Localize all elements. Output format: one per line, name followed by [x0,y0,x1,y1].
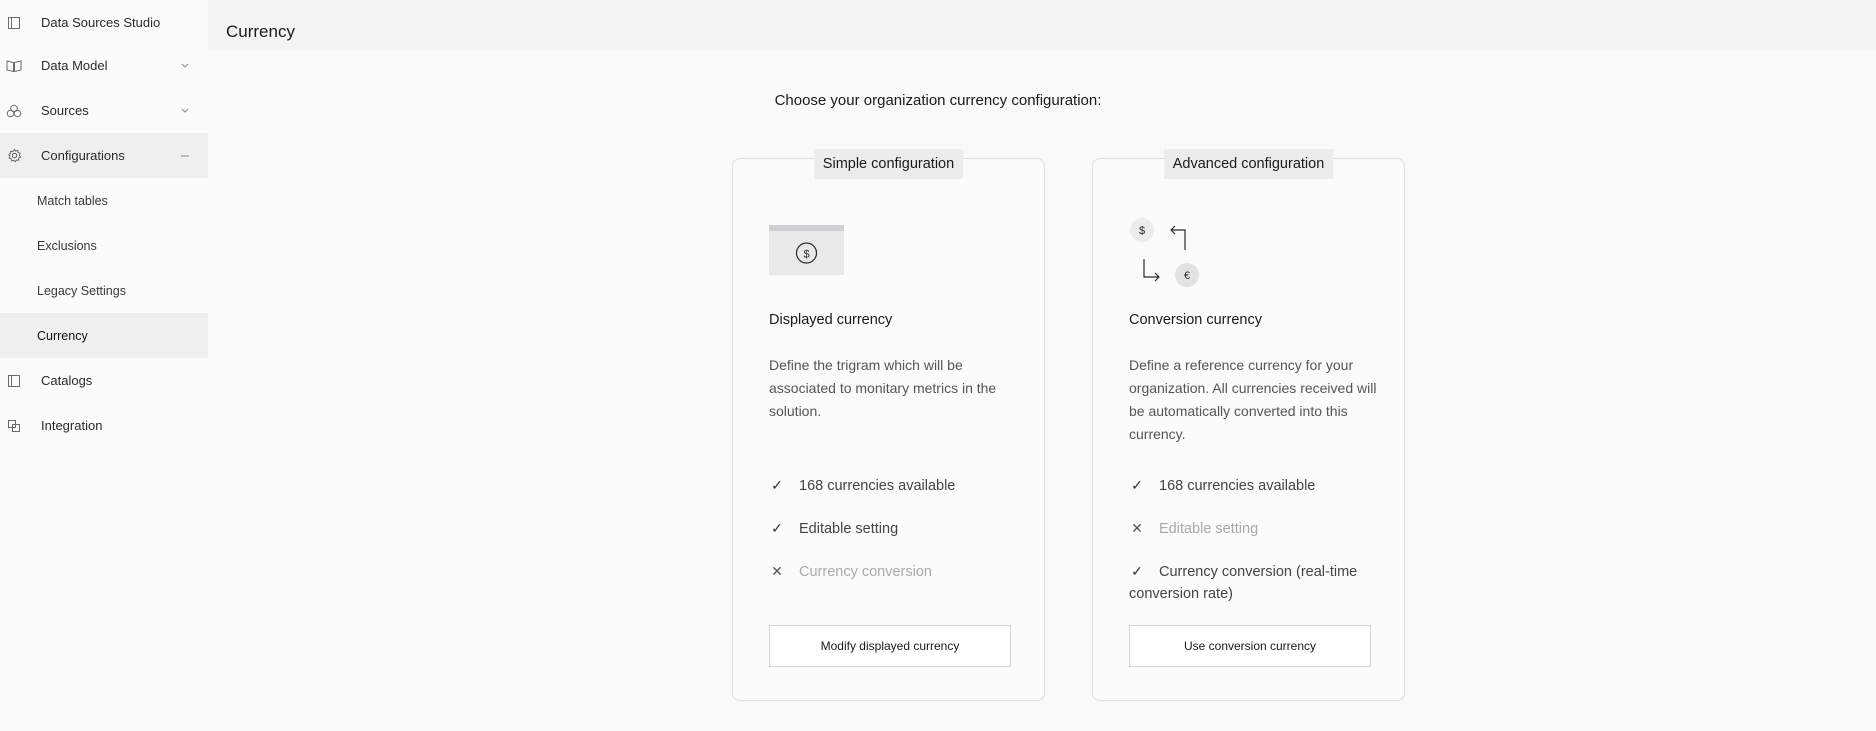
sidebar-item-label: Configurations [41,148,125,163]
sidebar-subitem-label: Exclusions [37,238,97,253]
sidebar-subitem-match-tables[interactable] [0,178,208,223]
feature-text: 168 currencies available [799,478,956,494]
sidebar-subitem-currency[interactable] [0,313,208,358]
sidebar-subitem-label: Legacy Settings [37,283,126,298]
card-title: Displayed currency [769,312,893,328]
feature-item [1129,560,1379,605]
euro-symbol: € [1183,270,1191,282]
sidebar-subitem-exclusions[interactable] [0,223,208,268]
dollar-symbol: $ [1138,225,1146,237]
sidebar [0,0,208,731]
feature-item [769,517,1019,540]
feature-text: Editable setting [1159,521,1259,537]
feature-item [769,474,1019,497]
feature-item [1129,474,1379,497]
sidebar-subitem-label: Currency [37,328,88,343]
feature-item [1129,517,1379,540]
check-icon: ✓ [771,520,783,536]
sidebar-subitem-legacy-settings[interactable] [0,268,208,313]
feature-item [769,560,1019,583]
overlap-squares-icon [6,418,22,434]
book-icon [6,373,22,389]
currency-exchange-illustration [1129,217,1205,283]
check-icon: ✓ [771,477,783,493]
collapse-icon[interactable] [180,151,190,161]
sidebar-item-label: Integration [41,418,103,433]
card-description: Define a reference currency for your organization. All currencies received will be automatically converted into this currency. [1129,357,1377,442]
card-tag: Advanced configuration [1164,149,1334,179]
cross-icon: ✕ [1131,520,1143,536]
feature-text: Currency conversion [799,564,932,580]
sidebar-item-label: Data Sources Studio [41,15,161,30]
card-tag: Simple configuration [814,149,963,179]
check-icon: ✓ [1131,477,1143,493]
book-icon [6,15,22,31]
simple-configuration-card [732,158,1045,701]
open-book-icon [6,58,22,74]
sidebar-item-catalogs[interactable] [0,358,208,403]
gear-icon [6,148,22,164]
chevron-down-icon[interactable] [180,61,190,71]
sidebar-item-integration[interactable] [0,403,208,448]
cross-icon: ✕ [771,563,783,579]
feature-text: Editable setting [799,521,899,537]
dollar-symbol: $ [803,248,810,261]
feature-text: Currency conversion (real-time conversion rate) [1129,564,1358,602]
sidebar-subitem-label: Match tables [37,193,108,208]
header-bar [208,0,1876,50]
advanced-configuration-card [1092,158,1405,701]
banknote-illustration [769,217,845,283]
sidebar-item-label: Data Model [41,58,108,73]
sidebar-item-data-model[interactable] [0,43,208,88]
modify-displayed-currency-button[interactable]: Modify displayed currency [769,625,1011,667]
page-title: Currency [226,22,295,41]
use-conversion-currency-button[interactable]: Use conversion currency [1129,625,1371,667]
card-description: Define the trigram which will be associated to monitary metrics in the solution. [769,357,997,419]
check-icon: ✓ [1131,563,1143,579]
sidebar-item-configurations[interactable] [0,133,208,178]
card-title: Conversion currency [1129,312,1262,328]
section-lead: Choose your organization currency configuration: [774,92,1102,109]
sidebar-item-label: Sources [41,103,89,118]
sidebar-item-data-sources-studio[interactable] [0,0,208,45]
feature-text: 168 currencies available [1159,478,1316,494]
sidebar-item-label: Catalogs [41,373,93,388]
